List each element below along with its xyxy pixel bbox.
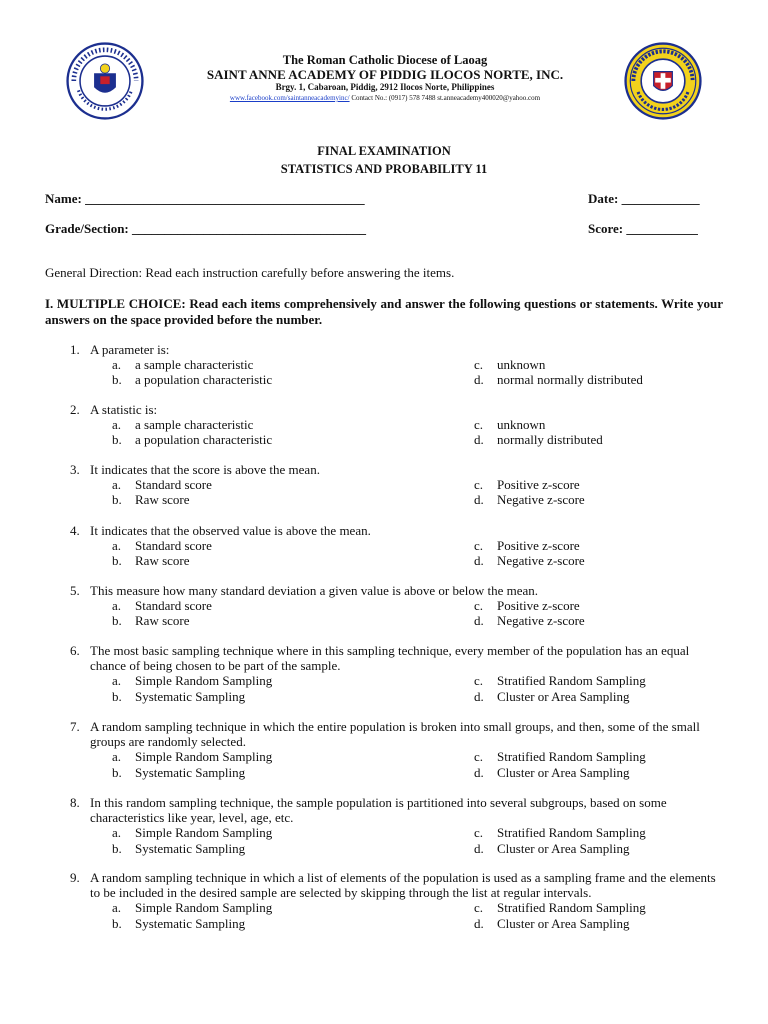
name-field[interactable]: Name: ___________________________________________ bbox=[45, 191, 365, 206]
date-field[interactable]: Date: ____________ bbox=[588, 191, 700, 206]
question-item bbox=[45, 719, 725, 780]
choice-letter: b. bbox=[112, 553, 122, 569]
diocese-name: The Roman Catholic Diocese of Laoag bbox=[282, 53, 488, 67]
question-item bbox=[45, 583, 725, 629]
choice-c[interactable]: Stratified Random Sampling bbox=[497, 900, 646, 916]
choice-letter: d. bbox=[474, 764, 484, 780]
choice-letter: c. bbox=[474, 357, 484, 373]
choice-letter: b. bbox=[112, 372, 122, 388]
choice-a[interactable]: Standard score bbox=[135, 538, 212, 554]
choice-letter: a. bbox=[112, 417, 122, 433]
choices bbox=[112, 538, 725, 568]
question-item bbox=[45, 870, 725, 931]
question-stem: A statistic is: bbox=[90, 402, 158, 417]
choice-letter: d. bbox=[474, 840, 484, 856]
question-stem: It indicates that the score is above the mean. bbox=[90, 462, 320, 477]
choice-a[interactable]: Simple Random Sampling bbox=[135, 749, 273, 765]
choice-row bbox=[112, 598, 725, 613]
choice-b[interactable]: Systematic Sampling bbox=[135, 915, 246, 931]
question-item bbox=[45, 462, 725, 508]
choice-a[interactable]: a sample characteristic bbox=[135, 357, 254, 373]
choice-c[interactable]: unknown bbox=[497, 417, 546, 433]
choice-letter: a. bbox=[112, 673, 122, 689]
choices bbox=[112, 900, 725, 930]
choice-c[interactable]: Stratified Random Sampling bbox=[497, 673, 646, 689]
choice-row bbox=[112, 432, 725, 447]
exam-title: FINAL EXAMINATION bbox=[317, 144, 451, 158]
general-direction: General Direction: Read each instruction carefully before answering the items. bbox=[45, 265, 455, 280]
choice-b[interactable]: Systematic Sampling bbox=[135, 688, 246, 704]
choice-a[interactable]: Standard score bbox=[135, 598, 212, 614]
choice-letter: c. bbox=[474, 417, 484, 433]
question-item bbox=[45, 643, 725, 704]
choice-letter: b. bbox=[112, 432, 122, 448]
school-address: Brgy. 1, Cabaroan, Piddig, 2912 Ilocos Norte, Philippines bbox=[275, 82, 495, 92]
choice-a[interactable]: Standard score bbox=[135, 477, 212, 493]
choice-letter: c. bbox=[474, 477, 484, 493]
question-item bbox=[45, 402, 725, 448]
choice-letter: a. bbox=[112, 477, 122, 493]
choice-letter: a. bbox=[112, 825, 122, 841]
choice-c[interactable]: Positive z-score bbox=[497, 598, 580, 614]
question-number: 5. bbox=[70, 583, 80, 598]
choice-d[interactable]: normally distributed bbox=[497, 432, 603, 448]
choice-b[interactable]: Raw score bbox=[135, 613, 190, 629]
question-number: 3. bbox=[70, 462, 80, 477]
choice-b[interactable]: a population characteristic bbox=[135, 372, 273, 388]
choice-letter: d. bbox=[474, 432, 484, 448]
choice-row bbox=[112, 825, 725, 840]
choice-a[interactable]: Simple Random Sampling bbox=[135, 825, 273, 841]
choice-letter: d. bbox=[474, 688, 484, 704]
choice-row bbox=[112, 900, 725, 915]
choice-letter: a. bbox=[112, 598, 122, 614]
choices bbox=[112, 825, 725, 855]
choice-row bbox=[112, 689, 725, 704]
choice-row bbox=[112, 613, 725, 628]
choice-c[interactable]: Positive z-score bbox=[497, 477, 580, 493]
question-stem: A random sampling technique in which a list of elements of the population is used as a sampling frame and the elements to be included in the desired sample are selected by skipping through the list at regular intervals. bbox=[90, 870, 716, 901]
choice-row bbox=[112, 357, 725, 372]
choices bbox=[112, 749, 725, 779]
choice-row bbox=[112, 841, 725, 856]
choice-a[interactable]: a sample characteristic bbox=[135, 417, 254, 433]
choice-row bbox=[112, 492, 725, 507]
choice-letter: a. bbox=[112, 900, 122, 916]
choices bbox=[112, 357, 725, 387]
choice-row bbox=[112, 916, 725, 931]
choice-c[interactable]: unknown bbox=[497, 357, 546, 373]
exam-subject: STATISTICS AND PROBABILITY 11 bbox=[280, 162, 488, 176]
choices bbox=[112, 598, 725, 628]
question-number: 2. bbox=[70, 402, 80, 417]
choice-b[interactable]: Raw score bbox=[135, 492, 190, 508]
score-field[interactable]: Score: ___________ bbox=[588, 221, 698, 236]
choice-d[interactable]: normal normally distributed bbox=[497, 372, 643, 388]
choice-row bbox=[112, 538, 725, 553]
choice-letter: d. bbox=[474, 553, 484, 569]
choice-b[interactable]: Systematic Sampling bbox=[135, 840, 246, 856]
choices bbox=[112, 673, 725, 703]
choice-letter: c. bbox=[474, 598, 484, 614]
contact-line bbox=[150, 93, 620, 103]
question-stem: The most basic sampling technique where in this sampling technique, every member of the population has an equal chance of being chosen to be part of the sample. bbox=[90, 643, 690, 674]
choice-b[interactable]: a population characteristic bbox=[135, 432, 273, 448]
facebook-link[interactable]: www.facebook.com/saintanneacademyinc/ bbox=[229, 94, 350, 102]
school-name: SAINT ANNE ACADEMY OF PIDDIG ILOCOS NORTE, INC. bbox=[206, 67, 564, 82]
contact-info: Contact No.: (0917) 578 7488 st.anneacademy400020@yahoo.com bbox=[349, 94, 541, 102]
letterhead bbox=[150, 53, 620, 103]
choice-letter: c. bbox=[474, 538, 484, 554]
choice-letter: c. bbox=[474, 900, 484, 916]
choice-row bbox=[112, 749, 725, 764]
choice-d[interactable]: Negative z-score bbox=[497, 613, 585, 629]
choice-letter: d. bbox=[474, 915, 484, 931]
choice-row bbox=[112, 553, 725, 568]
choice-c[interactable]: Positive z-score bbox=[497, 538, 580, 554]
question-item bbox=[45, 795, 725, 856]
question-stem: This measure how many standard deviation a given value is above or below the mean. bbox=[90, 583, 539, 598]
choice-d[interactable]: Negative z-score bbox=[497, 553, 585, 569]
choice-row bbox=[112, 477, 725, 492]
choice-letter: a. bbox=[112, 357, 122, 373]
choice-letter: d. bbox=[474, 613, 484, 629]
choice-letter: b. bbox=[112, 688, 122, 704]
choice-row bbox=[112, 417, 725, 432]
school-seal-logo bbox=[624, 42, 702, 120]
question-number: 4. bbox=[70, 523, 80, 538]
choice-letter: c. bbox=[474, 825, 484, 841]
choice-letter: b. bbox=[112, 915, 122, 931]
choice-d[interactable]: Cluster or Area Sampling bbox=[497, 764, 630, 780]
choice-a[interactable]: Simple Random Sampling bbox=[135, 900, 273, 916]
choice-d[interactable]: Cluster or Area Sampling bbox=[497, 688, 630, 704]
question-number: 6. bbox=[70, 643, 80, 658]
choice-d[interactable]: Negative z-score bbox=[497, 492, 585, 508]
deped-seal-logo bbox=[66, 42, 144, 120]
choice-row bbox=[112, 372, 725, 387]
choice-d[interactable]: Cluster or Area Sampling bbox=[497, 840, 630, 856]
choice-letter: d. bbox=[474, 492, 484, 508]
choice-letter: b. bbox=[112, 492, 122, 508]
choice-b[interactable]: Systematic Sampling bbox=[135, 764, 246, 780]
section-instructions: I. MULTIPLE CHOICE: Read each items comprehensively and answer the following questions or statements. Write your answers on the space provided before the number. bbox=[45, 296, 723, 327]
choice-letter: a. bbox=[112, 749, 122, 765]
choice-letter: c. bbox=[474, 749, 484, 765]
choice-letter: b. bbox=[112, 764, 122, 780]
choice-letter: a. bbox=[112, 538, 122, 554]
choice-c[interactable]: Stratified Random Sampling bbox=[497, 749, 646, 765]
choice-row bbox=[112, 673, 725, 688]
question-item bbox=[45, 523, 725, 569]
question-stem: A parameter is: bbox=[90, 342, 170, 357]
choices bbox=[112, 477, 725, 507]
grade-section-field[interactable]: Grade/Section: ____________________________________ bbox=[45, 221, 367, 236]
choice-letter: b. bbox=[112, 613, 122, 629]
choice-letter: b. bbox=[112, 840, 122, 856]
choice-letter: d. bbox=[474, 372, 484, 388]
choice-d[interactable]: Cluster or Area Sampling bbox=[497, 915, 630, 931]
choice-row bbox=[112, 765, 725, 780]
choice-b[interactable]: Raw score bbox=[135, 553, 190, 569]
choice-a[interactable]: Simple Random Sampling bbox=[135, 673, 273, 689]
question-stem: In this random sampling technique, the sample population is partitioned into several subgroups, based on some characteristics like year, level, age, etc. bbox=[90, 795, 667, 826]
question-number: 1. bbox=[70, 342, 80, 357]
question-stem: It indicates that the observed value is above the mean. bbox=[90, 523, 371, 538]
choice-letter: c. bbox=[474, 673, 484, 689]
choice-c[interactable]: Stratified Random Sampling bbox=[497, 825, 646, 841]
question-number: 9. bbox=[70, 870, 80, 885]
question-item bbox=[45, 342, 725, 388]
question-stem: A random sampling technique in which the entire population is broken into small groups, and then, some of the small groups are randomly selected. bbox=[90, 719, 700, 750]
choices bbox=[112, 417, 725, 447]
question-number: 8. bbox=[70, 795, 80, 810]
question-number: 7. bbox=[70, 719, 80, 734]
